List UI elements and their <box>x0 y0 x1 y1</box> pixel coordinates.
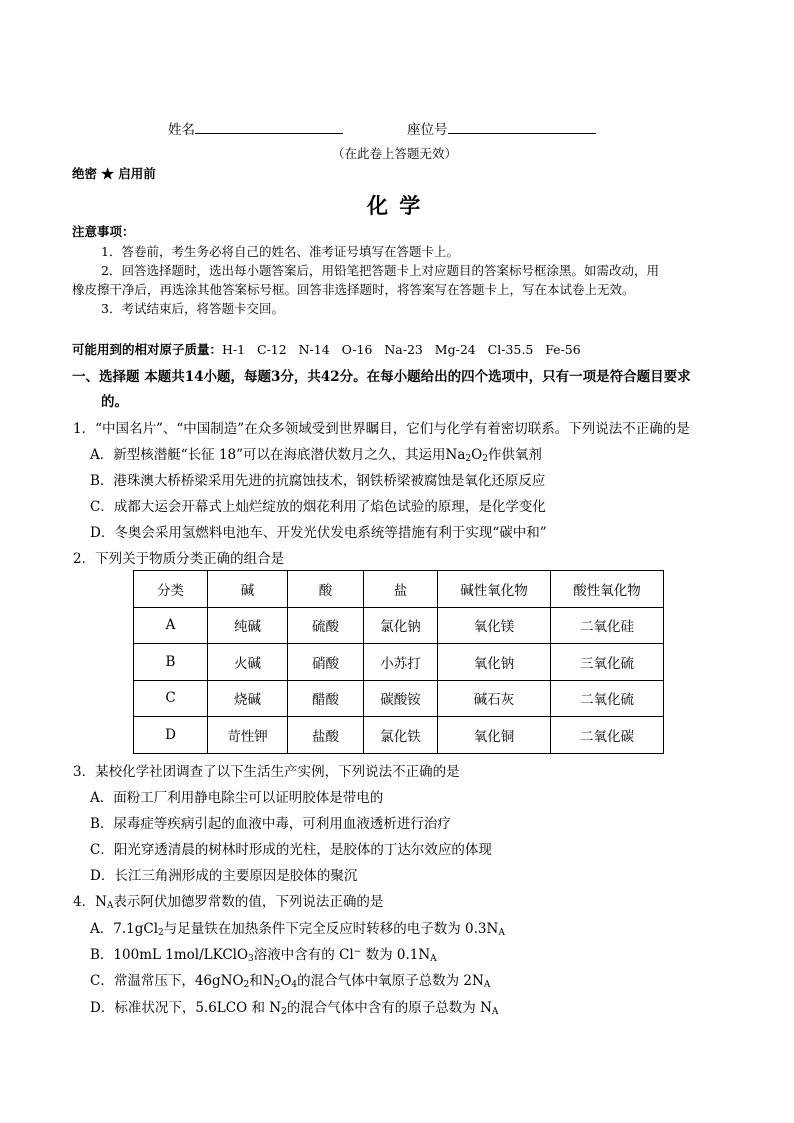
table-row <box>134 607 664 644</box>
invalid-note: （在此卷上答题无效） <box>332 146 458 161</box>
q4-option-c <box>90 969 490 990</box>
q4-d-sub2: A <box>491 1007 499 1017</box>
table-cell: 二氧化碳 <box>551 717 664 754</box>
q1-option-a <box>90 443 542 464</box>
table-cell: D <box>134 717 208 754</box>
q4-b-pre: B．100mL 1mol/LKClO <box>90 947 249 963</box>
q4-option-a <box>90 917 505 938</box>
table-cell: 醋酸 <box>288 680 364 717</box>
table-header-cell: 盐 <box>364 571 438 608</box>
table-cell: C <box>134 680 208 717</box>
q4-c-mid2: O <box>280 973 292 989</box>
atomic-masses-values: H-1 C-12 N-14 O-16 Na-23 Mg-24 Cl-35.5 Fe-56 <box>222 342 581 357</box>
q4-c-sub3: 4 <box>291 980 298 990</box>
notes-heading: 注意事项： <box>72 224 135 239</box>
q1-a-mid: O <box>471 447 483 463</box>
table-cell: 硫酸 <box>288 607 364 644</box>
seat-field <box>407 118 596 138</box>
q4-b-mid: 溶液中含有的 Cl <box>253 947 354 963</box>
name-blank <box>195 119 343 134</box>
q4-d-pre: D．标准状况下，5.6LCO 和 N <box>90 1000 282 1016</box>
table-cell: 二氧化硅 <box>551 607 664 644</box>
name-field <box>168 118 343 138</box>
q3-option-b: B．尿毒症等疾病引起的血液中毒，可利用血液透析进行治疗 <box>90 816 451 832</box>
q1-option-b: B．港珠澳大桥桥梁采用先进的抗腐蚀技术，钢铁桥梁被腐蚀是氧化还原反应 <box>90 473 546 489</box>
note-3: 3．考试结束后，将答题卡交回。 <box>101 301 284 316</box>
q3-option-d: D．长江三角洲形成的主要原因是胶体的聚沉 <box>90 868 358 884</box>
q2-stem: 2．下列关于物质分类正确的组合是 <box>73 551 285 567</box>
table-cell: A <box>134 607 208 644</box>
note-2b: 橡皮擦干净后，再选涂其他答案标号框。回答非选择题时，将答案写在答题卡上，写在本试卷上无效。 <box>72 282 635 297</box>
table-cell: 氧化镁 <box>438 607 551 644</box>
table-header-cell: 酸性氧化物 <box>551 571 664 608</box>
q4-a-mid: 与足量铁在加热条件下完全反应时转移的电子数为 0.3N <box>163 921 499 937</box>
name-label: 姓名 <box>168 122 195 138</box>
q4-stem <box>73 890 383 911</box>
q4-b-sup: − <box>353 947 362 957</box>
q3-stem: 3．某校化学社团调查了以下生活生产实例，下列说法不正确的是 <box>73 764 460 780</box>
q4-b-sub2: A <box>430 954 437 964</box>
q4-stem-post: 表示阿伏加德罗常数的值，下列说法正确的是 <box>113 894 384 910</box>
q1-option-d: D．冬奥会采用氢燃料电池车、开发光伏发电系统等措施有利于实现“碳中和” <box>90 525 547 541</box>
q4-d-mid: 的混合气体中含有的原子总数为 N <box>286 1000 492 1016</box>
atomic-masses <box>72 340 581 358</box>
q4-c-sub2: 2 <box>274 980 281 990</box>
q4-d-sub1: 2 <box>281 1007 287 1017</box>
q4-stem-pre: 4．N <box>73 894 107 910</box>
table-row <box>134 680 664 717</box>
q4-b-sub1: 3 <box>248 954 254 964</box>
q1-stem: 1．“中国名片”、“中国制造”在众多领域受到世界瞩目，它们与化学有着密切联系。下列说法不正确的是 <box>73 421 690 437</box>
table-header-cell: 碱 <box>208 571 288 608</box>
table-cell: B <box>134 644 208 681</box>
q4-c-sub4: A <box>483 980 491 990</box>
q1-a-sub2: 2 <box>482 454 488 464</box>
table-header-row <box>134 571 664 608</box>
note-1: 1．答卷前，考生务必将自己的姓名、准考证号填写在答题卡上。 <box>101 244 459 259</box>
section1-line2: 的。 <box>101 394 128 410</box>
table-cell: 碱石灰 <box>438 680 551 717</box>
table-cell: 氯化铁 <box>364 717 438 754</box>
note-2a: 2．回答选择题时，选出每小题答案后，用铅笔把答题卡上对应题目的答案标号框涂黑。如需改动，用 <box>101 263 659 278</box>
q4-c-sub1: 2 <box>243 980 250 990</box>
table-cell: 小苏打 <box>364 644 438 681</box>
q4-a-sub2: A <box>498 928 505 938</box>
table-cell: 硝酸 <box>288 644 364 681</box>
seat-label: 座位号 <box>407 122 448 138</box>
q4-option-b <box>90 943 437 964</box>
q4-stem-sub: A <box>106 901 114 911</box>
page-title: 化 学 <box>367 193 423 218</box>
q1-option-c: C．成都大运会开幕式上灿烂绽放的烟花利用了焰色试验的原理，是化学变化 <box>90 499 546 515</box>
table-cell: 纯碱 <box>208 607 288 644</box>
table-cell: 盐酸 <box>288 717 364 754</box>
q1-a-sub1: 2 <box>465 454 472 464</box>
q4-option-d <box>90 996 498 1017</box>
table-row <box>134 644 664 681</box>
q4-c-pre: C．常温常压下，46gNO <box>90 973 244 989</box>
secret-mark: 绝密 ★ 启用前 <box>72 166 156 181</box>
q4-c-mid3: 的混合气体中氧原子总数为 2N <box>297 973 484 989</box>
q1-a-post: 作供氧剂 <box>487 447 542 463</box>
q3-option-c: C．阳光穿透清晨的树林时形成的光柱，是胶体的丁达尔效应的体现 <box>90 842 492 858</box>
table-cell: 火碱 <box>208 644 288 681</box>
table-cell: 二氧化硫 <box>551 680 664 717</box>
q4-a-pre: A．7.1gCl <box>90 921 159 937</box>
section1-line1: 一、选择题 本题共14小题，每题3分，共42分。在每小题给出的四个选项中，只有一项是符合题目要求 <box>72 369 691 385</box>
table-cell: 碳酸铵 <box>364 680 438 717</box>
table-cell: 三氧化硫 <box>551 644 664 681</box>
q4-c-mid: 和N <box>249 973 275 989</box>
classification-table <box>133 570 664 754</box>
atomic-masses-label: 可能用到的相对原子质量： <box>72 342 223 357</box>
seat-blank <box>448 119 596 134</box>
q4-a-sub1: 2 <box>158 928 164 938</box>
table-header-cell: 酸 <box>288 571 364 608</box>
table-cell: 苛性钾 <box>208 717 288 754</box>
table-cell: 氧化钠 <box>438 644 551 681</box>
table-cell: 氯化钠 <box>364 607 438 644</box>
q4-b-mid2: 数为 0.1N <box>361 947 431 963</box>
table-row <box>134 717 664 754</box>
table-header-cell: 碱性氧化物 <box>438 571 551 608</box>
table-cell: 氧化铜 <box>438 717 551 754</box>
table-header-cell: 分类 <box>134 571 208 608</box>
q1-a-text: A．新型核潜艇“长征 18”可以在海底潜伏数月之久，其运用Na <box>90 447 466 463</box>
table-cell: 烧碱 <box>208 680 288 717</box>
q3-option-a: A．面粉工厂利用静电除尘可以证明胶体是带电的 <box>90 790 384 806</box>
